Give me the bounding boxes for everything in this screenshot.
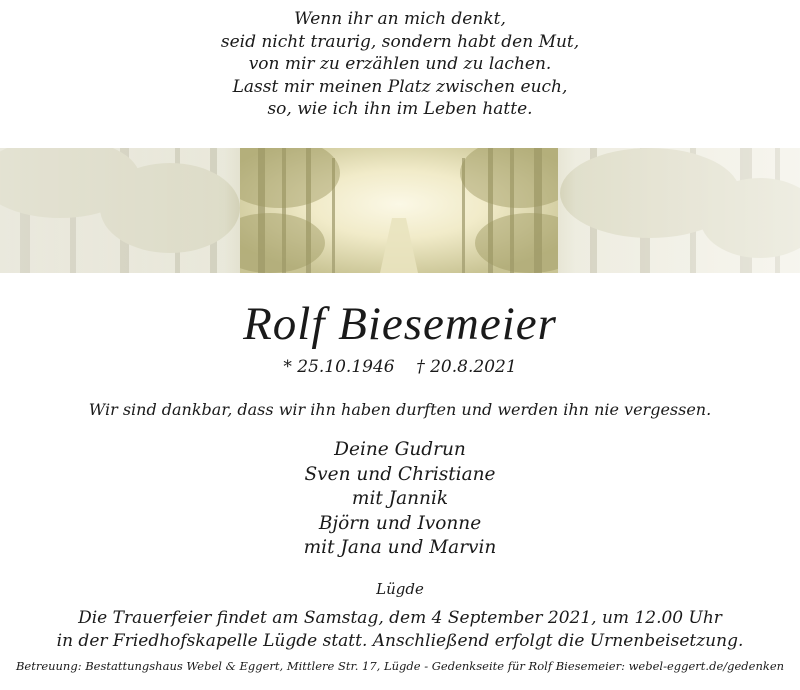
life-dates: * 25.10.1946 † 20.8.2021 <box>283 357 517 377</box>
thanks-line: Wir sind dankbar, dass wir ihn haben durften und werden ihn nie vergessen. <box>88 400 712 419</box>
family-line: Björn und Ivonne <box>318 512 482 534</box>
service-line: Die Trauerfeier findet am Samstag, dem 4 September 2021, um 12.00 Uhr <box>78 608 722 628</box>
service-line: in der Friedhofskapelle Lügde statt. Anschließend erfolgt die Urnenbeisetzung. <box>56 631 744 651</box>
place-name: Lügde <box>376 580 424 598</box>
family-line: Sven und Christiane <box>304 463 496 485</box>
poem-line: von mir zu erzählen und zu lachen. <box>248 54 552 74</box>
family-line: Deine Gudrun <box>334 439 466 460</box>
poem-line: Wenn ihr an mich denkt, <box>294 9 506 29</box>
funeral-home-footer: Betreuung: Bestattungshaus Webel & Eggert, Mittlere Str. 17, Lügde - Gedenkseite für Rolf Biesemeier: webel-eggert.de/gedenken <box>15 659 785 673</box>
family-line: mit Jannik <box>351 488 449 509</box>
family-list <box>0 438 800 561</box>
poem <box>0 8 800 121</box>
poem-line: so, wie ich ihn im Leben hatte. <box>267 99 533 119</box>
poem-line: seid nicht traurig, sondern habt den Mut, <box>220 31 580 52</box>
forest-path-photo <box>0 148 800 273</box>
family-line: mit Jana und Marvin <box>303 537 497 558</box>
poem-line: Lasst mir meinen Platz zwischen euch, <box>232 76 568 97</box>
forest-path-center <box>240 148 558 273</box>
deceased-name: Rolf Biesemeier <box>243 298 557 350</box>
service-info <box>0 607 800 653</box>
